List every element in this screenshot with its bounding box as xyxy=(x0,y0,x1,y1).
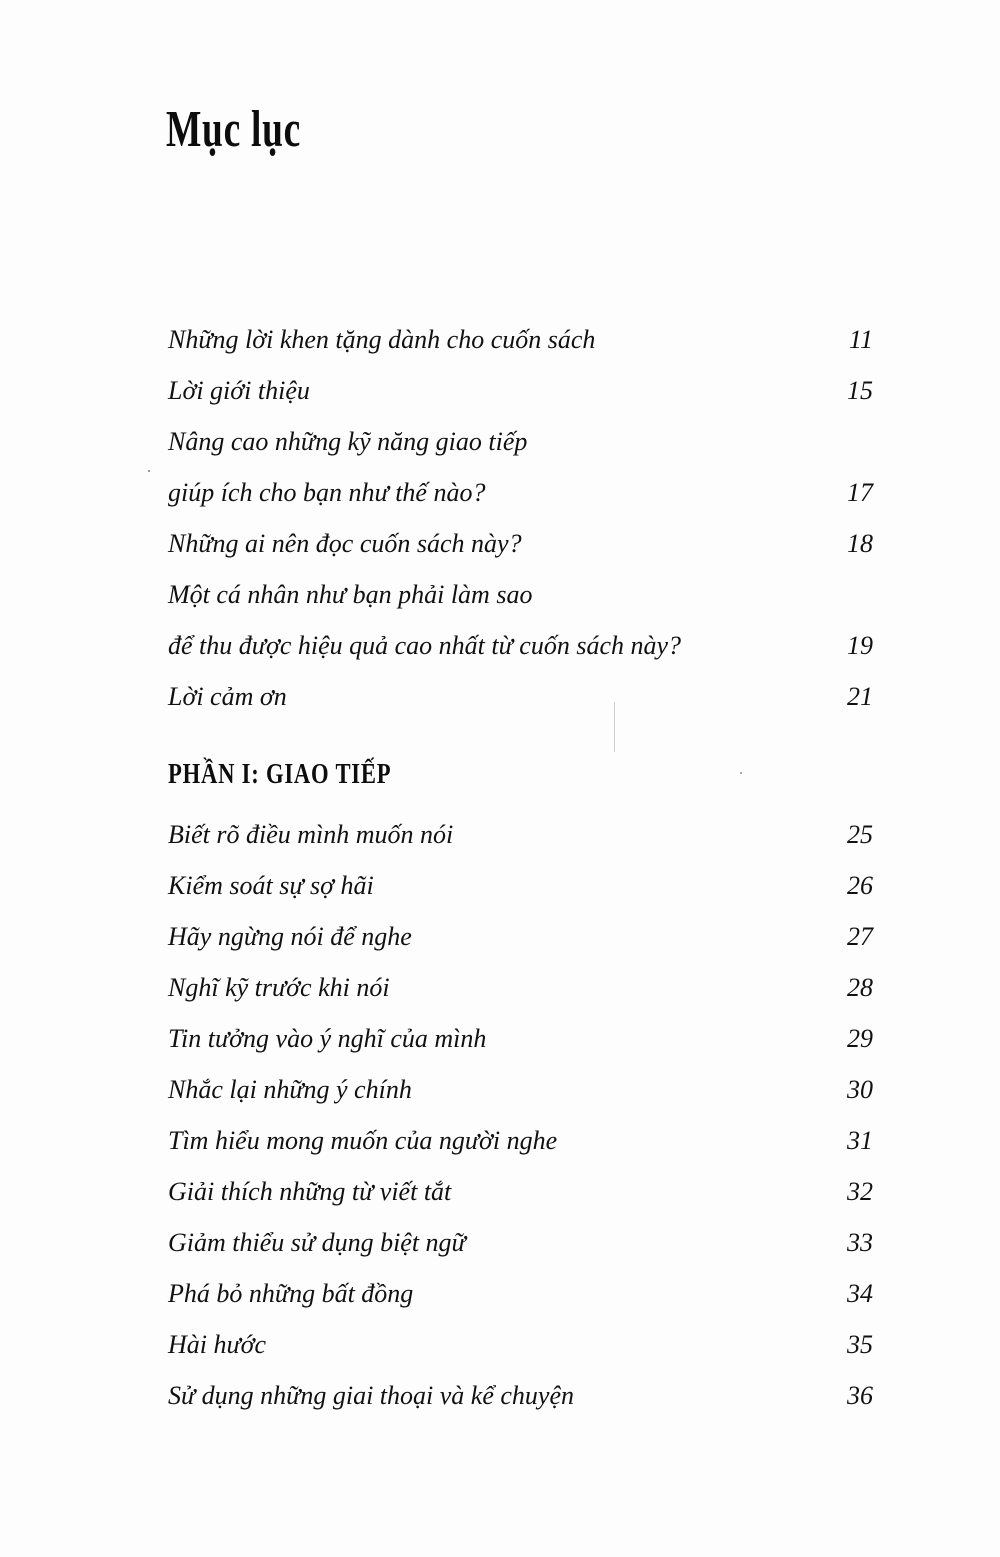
section-heading: PHẦN I: GIAO TIẾP xyxy=(168,758,392,790)
toc-entry-label: Những lời khen tặng dành cho cuốn sách xyxy=(168,325,596,354)
toc-entry-page: 30 xyxy=(847,1075,873,1104)
toc-entry-label: để thu được hiệu quả cao nhất từ cuốn sách này? xyxy=(168,631,682,660)
toc-entry xyxy=(168,1325,873,1365)
toc-entry-page: 28 xyxy=(847,973,873,1002)
toc-entry-label: Lời giới thiệu xyxy=(168,376,310,405)
toc-entry xyxy=(168,1019,873,1059)
toc-entry-label: Sử dụng những giai thoại và kể chuyện xyxy=(168,1381,574,1410)
toc-entry xyxy=(168,1070,873,1110)
toc-entry-page: 21 xyxy=(847,682,873,711)
toc-entry xyxy=(168,815,873,855)
toc-entry-page: 18 xyxy=(847,529,873,558)
toc-entry-label: Kiểm soát sự sợ hãi xyxy=(168,871,374,900)
toc-entry xyxy=(168,1172,873,1212)
toc-entry-label: Hãy ngừng nói để nghe xyxy=(168,922,412,951)
toc-entry-page: 31 xyxy=(847,1126,873,1155)
toc-entry-page: 36 xyxy=(847,1381,873,1410)
toc-entry xyxy=(168,473,873,513)
toc-entry-label: Nghĩ kỹ trước khi nói xyxy=(168,973,390,1002)
toc-entry-label: Tìm hiểu mong muốn của người nghe xyxy=(168,1126,558,1155)
toc-entry-page: 34 xyxy=(847,1279,873,1308)
toc-entry xyxy=(168,1121,873,1161)
toc-entry xyxy=(168,320,873,360)
toc-entry-label: Nâng cao những kỹ năng giao tiếp xyxy=(168,427,528,456)
toc-entry xyxy=(168,1376,873,1416)
toc-entry-label: Biết rõ điều mình muốn nói xyxy=(168,820,454,849)
toc-entry-page: 27 xyxy=(847,922,873,951)
toc-entry-page: 15 xyxy=(847,376,873,405)
toc-entry xyxy=(168,968,873,1008)
toc-entry-page: 26 xyxy=(847,871,873,900)
toc-entry xyxy=(168,575,873,615)
page-title: Mục lục xyxy=(166,101,302,158)
toc-entry-page: 17 xyxy=(847,478,873,507)
toc-entry-page: 25 xyxy=(847,820,873,849)
scan-mark xyxy=(614,702,615,752)
toc-entry-page: 19 xyxy=(847,631,873,660)
toc-entry-label: Nhắc lại những ý chính xyxy=(168,1075,412,1104)
toc-entry-label: Một cá nhân như bạn phải làm sao xyxy=(168,580,533,609)
toc-entry-page: 33 xyxy=(847,1228,873,1257)
toc-entry-label: Giảm thiểu sử dụng biệt ngữ xyxy=(168,1228,466,1257)
toc-entry-label: Những ai nên đọc cuốn sách này? xyxy=(168,529,522,558)
toc-entry-page: 32 xyxy=(847,1177,873,1206)
toc-entry xyxy=(168,1223,873,1263)
toc-entry xyxy=(168,626,873,666)
toc-entry-label: giúp ích cho bạn như thế nào? xyxy=(168,478,486,507)
toc-entry-page: 29 xyxy=(847,1024,873,1053)
toc-entry xyxy=(168,1274,873,1314)
toc-entry-label: Hài hước xyxy=(168,1330,267,1359)
toc-entry xyxy=(168,371,873,411)
toc-entry-label: Phá bỏ những bất đồng xyxy=(168,1279,414,1308)
toc-entry xyxy=(168,917,873,957)
toc-entry xyxy=(168,866,873,906)
toc-entry-label: Giải thích những từ viết tắt xyxy=(168,1177,452,1206)
scan-mark xyxy=(148,470,150,472)
scan-mark xyxy=(740,772,742,774)
toc-entry-page: 35 xyxy=(847,1330,873,1359)
toc-entry-label: Lời cảm ơn xyxy=(168,682,287,711)
toc-entry-label: Tin tưởng vào ý nghĩ của mình xyxy=(168,1024,487,1053)
toc-entry-page: 11 xyxy=(848,325,873,354)
toc-entry xyxy=(168,422,873,462)
toc-entry xyxy=(168,524,873,564)
toc-entry xyxy=(168,677,873,717)
